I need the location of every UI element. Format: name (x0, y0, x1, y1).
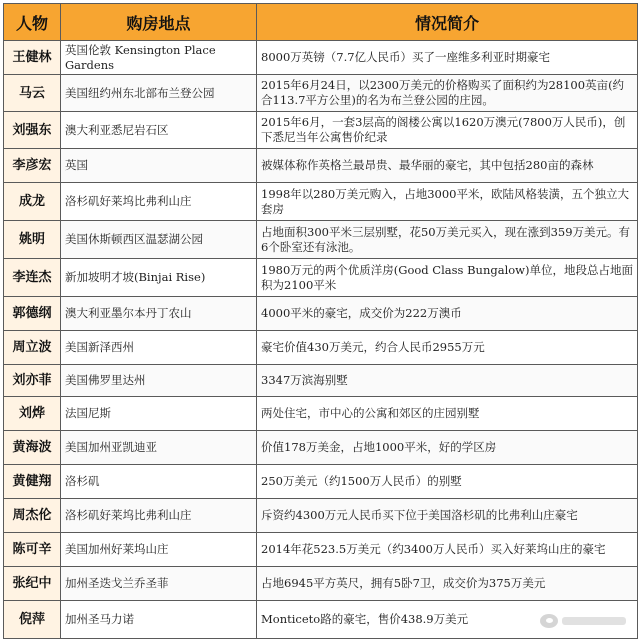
person-name-cell: 郭德纲 (4, 297, 61, 331)
location-cell: 美国纽约州东北部布兰登公园 (61, 75, 257, 112)
summary-cell: 2015年6月，一套3层高的阁楼公寓以1620万澳元(7800万人民币)，创下悉尼当年公寓售价纪录 (257, 112, 638, 149)
person-name-cell: 倪萍 (4, 601, 61, 639)
summary-cell: 价值178万美金，占地1000平米，好的学区房 (257, 431, 638, 465)
location-cell: 新加坡明才坡(Binjai Rise) (61, 259, 257, 297)
table-row (4, 183, 638, 221)
table-row (4, 75, 638, 112)
person-name-cell: 马云 (4, 75, 61, 112)
location-cell: 美国休斯顿西区温瑟湖公园 (61, 221, 257, 259)
location-cell: 法国尼斯 (61, 397, 257, 431)
table-body (4, 41, 638, 639)
header-person: 人物 (4, 4, 61, 41)
person-name-cell: 姚明 (4, 221, 61, 259)
location-cell: 美国加州好莱坞山庄 (61, 533, 257, 567)
celebrity-property-table (3, 3, 638, 639)
person-name-cell: 周杰伦 (4, 499, 61, 533)
summary-cell: 被媒体称作英格兰最昂贵、最华丽的豪宅，其中包括280亩的森林 (257, 149, 638, 183)
summary-cell: 占地面积300平米三层别墅，花50万美元买入，现在涨到359万美元。有6个卧室还有泳池。 (257, 221, 638, 259)
person-name-cell: 黄海波 (4, 431, 61, 465)
summary-cell: 1998年以280万美元购入，占地3000平米，欧陆风格装潢，五个独立大套房 (257, 183, 638, 221)
person-name-cell: 李彦宏 (4, 149, 61, 183)
header-location: 购房地点 (61, 4, 257, 41)
location-cell: 澳大利亚墨尔本丹丁农山 (61, 297, 257, 331)
location-cell: 加州圣迭戈兰乔圣菲 (61, 567, 257, 601)
summary-cell: 两处住宅，市中心的公寓和郊区的庄园别墅 (257, 397, 638, 431)
person-name-cell: 黄健翔 (4, 465, 61, 499)
person-name-cell: 王健林 (4, 41, 61, 75)
table-row (4, 221, 638, 259)
summary-cell: 3347万滨海别墅 (257, 365, 638, 397)
table-row (4, 567, 638, 601)
table-row (4, 533, 638, 567)
table-row (4, 259, 638, 297)
person-name-cell: 成龙 (4, 183, 61, 221)
table-row (4, 499, 638, 533)
person-name-cell: 李连杰 (4, 259, 61, 297)
location-cell: 美国佛罗里达州 (61, 365, 257, 397)
location-cell: 美国新泽西州 (61, 331, 257, 365)
wechat-watermark (540, 613, 626, 629)
table-row (4, 149, 638, 183)
person-name-cell: 陈可辛 (4, 533, 61, 567)
summary-cell: 8000万英镑（7.7亿人民币）买了一座维多利亚时期豪宅 (257, 41, 638, 75)
location-cell: 澳大利亚悉尼岩石区 (61, 112, 257, 149)
table-row (4, 397, 638, 431)
table-row (4, 465, 638, 499)
header-summary: 情况简介 (257, 4, 638, 41)
location-cell: 英国伦敦 Kensington Place Gardens (61, 41, 257, 75)
summary-cell: 1980万元的两个优质洋房(Good Class Bungalow)单位，地段总占地面积为2100平米 (257, 259, 638, 297)
location-cell: 加州圣马力诺 (61, 601, 257, 639)
summary-cell: 2014年花523.5万美元（约3400万人民币）买入好莱坞山庄的豪宅 (257, 533, 638, 567)
summary-cell: 2015年6月24日，以2300万美元的价格购买了面积约为28100英亩(约合113.7平方公里)的名为布兰登公园的庄园。 (257, 75, 638, 112)
location-cell: 美国加州亚凯迪亚 (61, 431, 257, 465)
location-cell: 洛杉矶 (61, 465, 257, 499)
table-row (4, 365, 638, 397)
location-cell: 洛杉矶好莱坞比弗利山庄 (61, 183, 257, 221)
table-row (4, 112, 638, 149)
summary-cell: 占地6945平方英尺，拥有5卧7卫，成交价为375万美元 (257, 567, 638, 601)
person-name-cell: 张纪中 (4, 567, 61, 601)
table-row (4, 331, 638, 365)
location-cell: 洛杉矶好莱坞比弗利山庄 (61, 499, 257, 533)
person-name-cell: 刘强东 (4, 112, 61, 149)
table-row (4, 431, 638, 465)
table-row (4, 297, 638, 331)
person-name-cell: 周立波 (4, 331, 61, 365)
summary-cell: 豪宅价值430万美元，约合人民币2955万元 (257, 331, 638, 365)
watermark-text-blur (562, 617, 626, 625)
location-cell: 英国 (61, 149, 257, 183)
header-row (4, 4, 638, 41)
table-row (4, 41, 638, 75)
summary-cell: 4000平米的豪宅，成交价为222万澳币 (257, 297, 638, 331)
person-name-cell: 刘烨 (4, 397, 61, 431)
wechat-logo-icon (540, 614, 558, 628)
person-name-cell: 刘亦菲 (4, 365, 61, 397)
summary-cell: 250万美元（约1500万人民币）的别墅 (257, 465, 638, 499)
summary-cell: 斥资约4300万元人民币买下位于美国洛杉矶的比弗利山庄豪宅 (257, 499, 638, 533)
summary-cell: Monticeto路的豪宅，售价438.9万美元 (257, 601, 638, 639)
